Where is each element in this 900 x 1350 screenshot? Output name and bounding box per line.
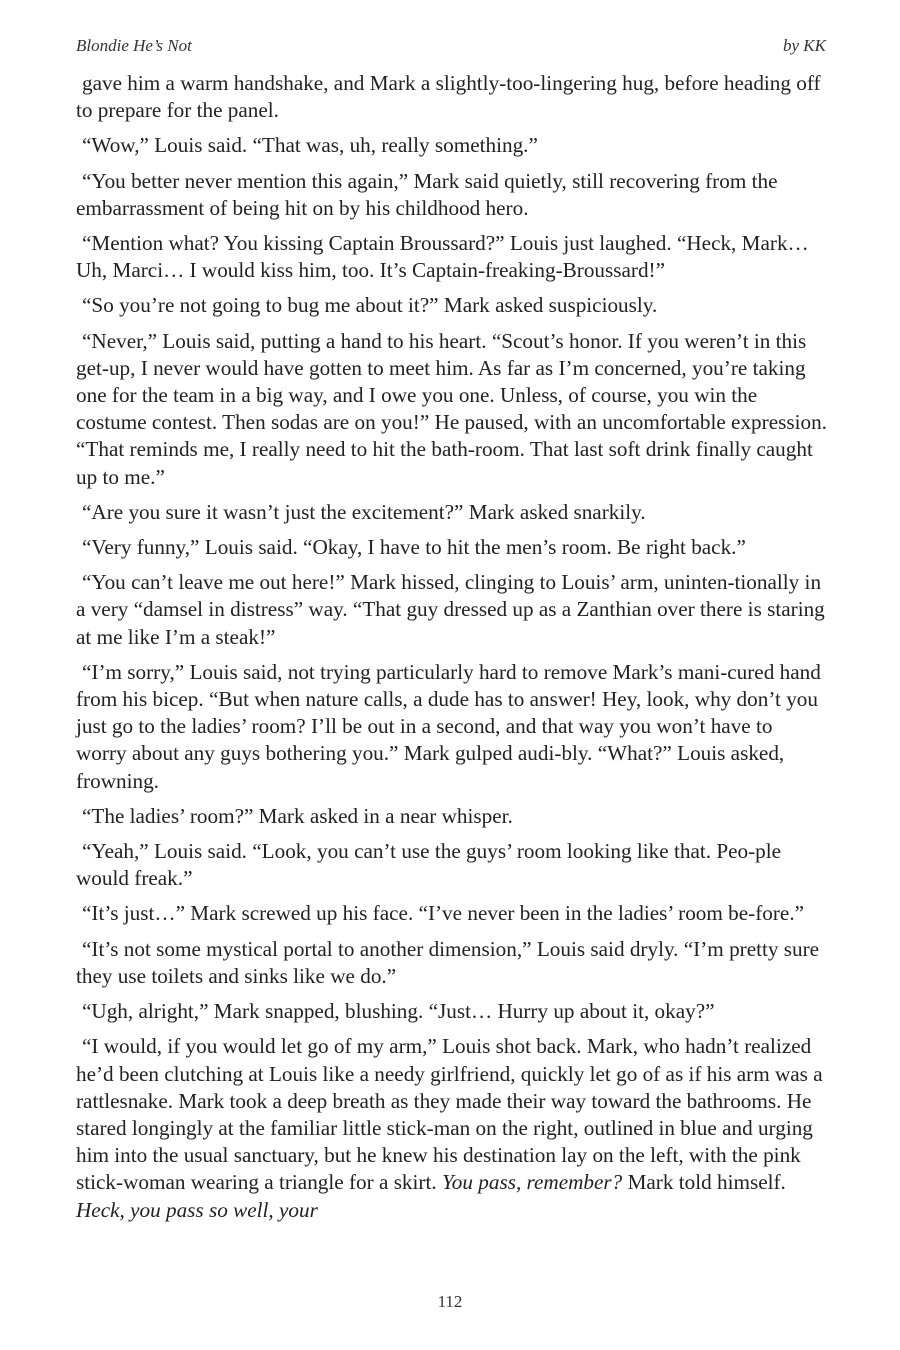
paragraph: “It’s not some mystical portal to another dimension,” Louis said dryly. “I’m pretty sure they use toilets and sinks like we do.”: [76, 936, 820, 988]
paragraph: gave him a warm handshake, and Mark a slightly-too-lingering hug, before heading off to prepare for the panel.: [76, 71, 821, 123]
paragraph: “It’s just…” Mark screwed up his face. “I’ve never been in the ladies’ room be-fore.”: [82, 901, 805, 926]
italic-thought: You pass, remember?: [441, 1170, 623, 1195]
page-number: 112: [437, 1292, 463, 1311]
paragraph: “I’m sorry,” Louis said, not trying particularly hard to remove Mark’s mani-cured hand from his bicep. “But when nature calls, a dude has to answer! Hey, look, why don’t you just go to the ladies’ room? I’ll be out in a second, and that way you won’t have to worry about any guys bothering you.” Mark gulped audi-bly. “What?” Louis asked, frowning.: [76, 659, 821, 793]
paragraph: “Mention what? You kissing Captain Broussard?” Louis just laughed. “Heck, Mark… Uh, Marci… I would kiss him, too. It’s Captain-freaking-Broussard!”: [76, 231, 809, 283]
paragraph: “The ladies’ room?” Mark asked in a near whisper.: [82, 803, 513, 828]
paragraph: “Never,” Louis said, putting a hand to his heart. “Scout’s honor. If you weren’t in this get-up, I never would have gotten to meet him. As far as I’m concerned, you’re taking one for the team in a big way, and I owe you one. Unless, of course, you win the costume contest. Then sodas are on you!” He paused, with an uncomfortable expression. “That reminds me, I really need to hit the bath-room. That last soft drink finally caught up to me.”: [76, 328, 827, 489]
paragraph: “So you’re not going to bug me about it?” Mark asked suspiciously.: [82, 293, 658, 318]
paragraph: “Wow,” Louis said. “That was, uh, really something.”: [82, 133, 538, 158]
final-paragraph: [76, 1033, 828, 1223]
italic-thought: Heck, you pass so well, your: [76, 1197, 318, 1222]
paragraph: “Yeah,” Louis said. “Look, you can’t use the guys’ room looking like that. Peo-ple would freak.”: [76, 839, 782, 891]
paragraph: “You better never mention this again,” Mark said quietly, still recovering from the embarrassment of being hit on by his childhood hero.: [76, 168, 778, 220]
paragraph: “You can’t leave me out here!” Mark hissed, clinging to Louis’ arm, uninten-tionally in a very “damsel in distress” way. “That guy dressed up as a Zanthian over there is staring at me like I’m a steak!”: [76, 570, 825, 649]
paragraph: “Very funny,” Louis said. “Okay, I have to hit the men’s room. Be right back.”: [82, 535, 746, 560]
paragraph-text: Mark told himself.: [622, 1170, 786, 1195]
paragraph: “Ugh, alright,” Mark snapped, blushing. “Just… Hurry up about it, okay?”: [82, 999, 715, 1024]
running-header: [76, 36, 826, 56]
body-text: [76, 70, 828, 1232]
paragraph-text: “I would, if you would let go of my arm,” Louis shot back. Mark, who hadn’t realized he’d been clutching at Louis like a needy girlfriend, quickly let go of as if his arm was a rattlesnake. Mark took a deep breath as they made their way toward the bathrooms. He stared longingly at the familiar little stick-man on the right, outlined in blue and urging him into the usual sanctuary, but he knew his destination lay on the left, with the pink stick-woman wearing a triangle for a skirt.: [76, 1034, 823, 1195]
book-title: Blondie He’s Not: [76, 36, 192, 55]
paragraph: “Are you sure it wasn’t just the excitement?” Mark asked snarkily.: [82, 499, 646, 524]
author-credit: by KK: [783, 36, 826, 55]
